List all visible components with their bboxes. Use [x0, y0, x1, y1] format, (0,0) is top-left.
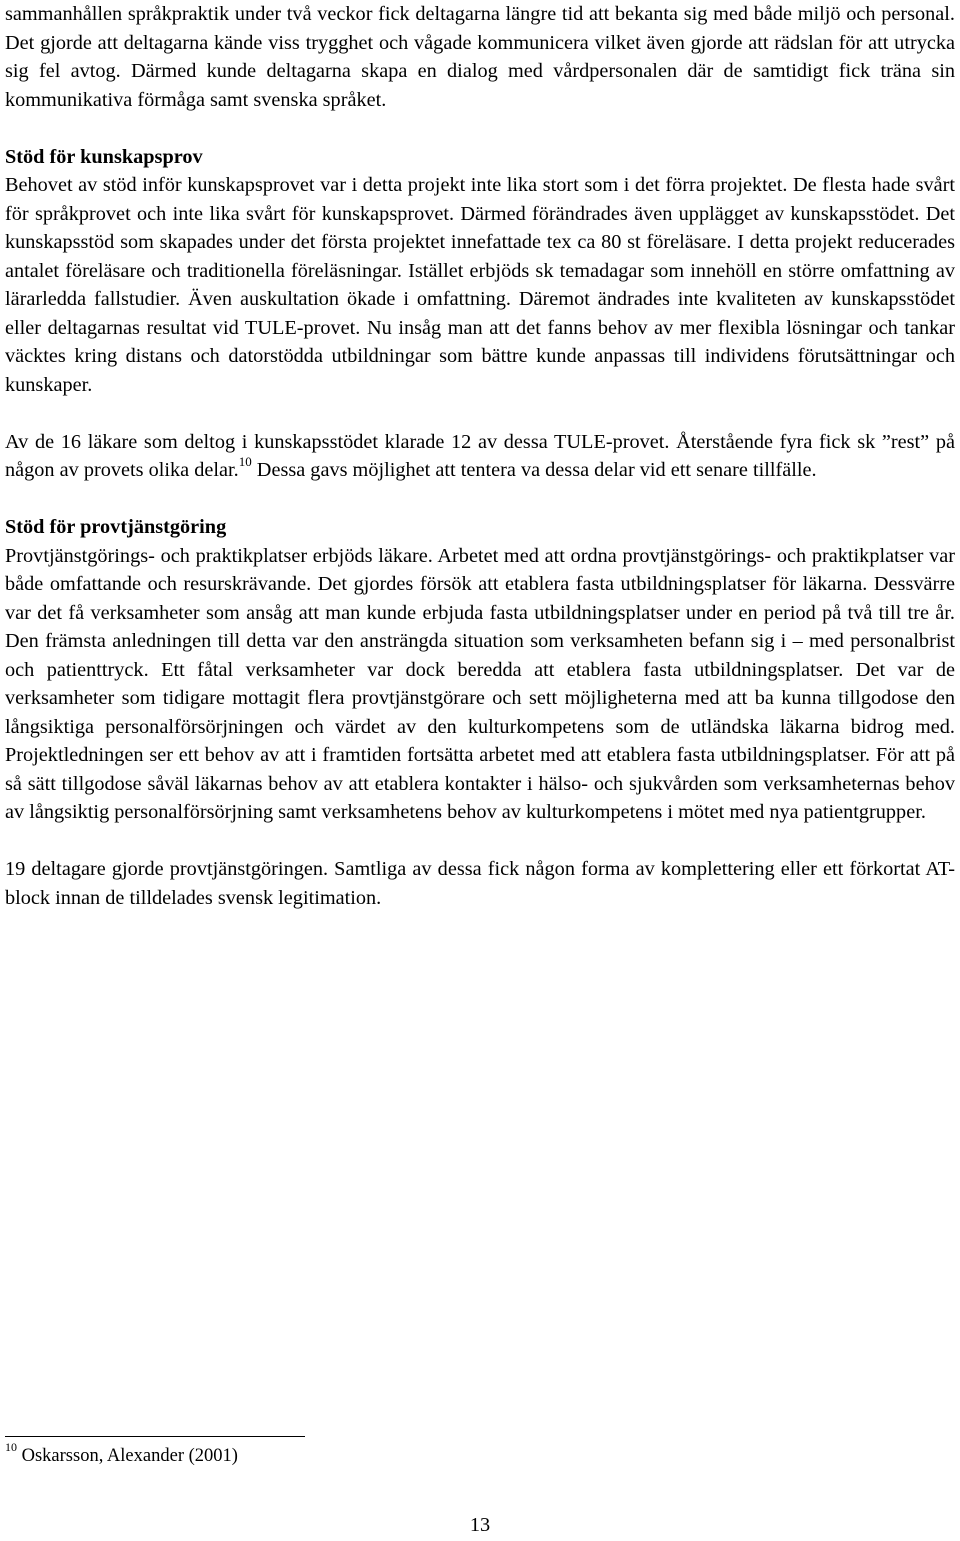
footnote-divider: [5, 1436, 305, 1437]
footnote-number: 10: [5, 1439, 17, 1454]
paragraph-results: [5, 428, 955, 485]
paragraph-kunskapsprov: Behovet av stöd inför kunskapsprovet var i detta projekt inte lika stort som i det förra projektet. De flesta hade svårt för språkprovet och inte lika svårt för kunskapsprovet. Därmed förändrades även upplägget av kunskapsstödet. Det kunskapsstöd som skapades under det första projektet innefattade tex ca 80 st föreläsare. I detta projekt reducerades antalet föreläsare och traditionella föreläsningar. Istället erbjöds sk temadagar som innehöll en större omfattning av lärarledda fallstudier. Även auskultation ökade i omfattning. Däremot ändrades inte kvaliteten av kunskapsstödet eller deltagarnas resultat vid TULE-provet. Nu insåg man att det fanns behov av mer flexibla lösningar och tankar väcktes kring distans och datorstödda utbildningar som bättre kunde anpassas till individens förutsättningar och kunskaper.: [5, 174, 955, 396]
page-number: 13: [469, 1514, 491, 1536]
paragraph-results-text-cont: Dessa gavs möjlighet att tentera va dessa delar vid ett senare tillfälle.: [251, 459, 817, 481]
footnote-text: Oskarsson, Alexander (2001): [17, 1446, 238, 1466]
heading-kunskapsprov: Stöd för kunskapsprov: [5, 145, 203, 168]
heading-provtjanstgoring: Stöd för provtjänstgöring: [5, 516, 227, 538]
paragraph-gap: [5, 114, 955, 143]
paragraph-results-text: Av de 16 läkare som deltog i kunskapsstödet klarade 12 av dessa TULE-provet. Återstående fyra fick sk ”rest” på någon av provets olika delar.: [5, 430, 955, 481]
paragraph-gap: [5, 485, 955, 514]
paragraph-gap: [5, 399, 955, 428]
footnote: [5, 1439, 238, 1468]
document-body: [5, 0, 955, 912]
paragraph-provtjanstgoring: Provtjänstgörings- och praktikplatser erbjöds läkare. Arbetet med att ordna provtjänstgörings- och praktikplatser var både omfattande och resurskrävande. Det gjordes försök att etablera fasta utbildningsplatser för läkarna. Dessvärre var det få verksamheter som ansåg att man kunde erbjuda fasta utbildningsplatser under en period på två till tre år. Den främsta anledningen till detta var den ansträngda situation som verksamheten befann sig i – med personalbrist och patienttryck. Ett fåtal verksamheter var dock beredda att etablera fasta utbildningsplatser. Det var de verksamheter som tidigare mottagit flera provtjänstgörare och sett möjligheterna med att ba kunna tillgodose den långsiktiga personalförsörjningen och värdet av den kulturkompetens som de utländska läkarna bidrog med. Projektledningen ser ett behov av att i framtiden fortsätta arbetet med att etablera fasta utbildningsplatser. För att på så sätt tillgodose såväl läkarnas behov av att etablera kontakter i hälso- och sjukvården som verksamheternas behov av långsiktig personalförsörjning samt verksamhetens behov av kulturkompetens i mötet med nya patientgrupper.: [5, 544, 955, 823]
paragraph-intro: sammanhållen språkpraktik under två veckor fick deltagarna längre tid att bekanta sig med både miljö och personal. Det gjorde att deltagarna kände viss trygghet och vågade kommunicera vilket även gjorde att rädslan för att utrycka sig fel avtog. Därmed kunde deltagarna skapa en dialog med vårdpersonalen där de samtidigt fick träna sin kommunikativa förmåga samt svenska språket.: [5, 3, 955, 111]
paragraph-participants: 19 deltagare gjorde provtjänstgöringen. Samtliga av dessa fick någon forma av komplettering eller ett förkortat AT-block innan de tilldelades svensk legitimation.: [5, 858, 955, 909]
footnote-reference[interactable]: 10: [238, 454, 252, 470]
paragraph-gap: [5, 827, 955, 856]
